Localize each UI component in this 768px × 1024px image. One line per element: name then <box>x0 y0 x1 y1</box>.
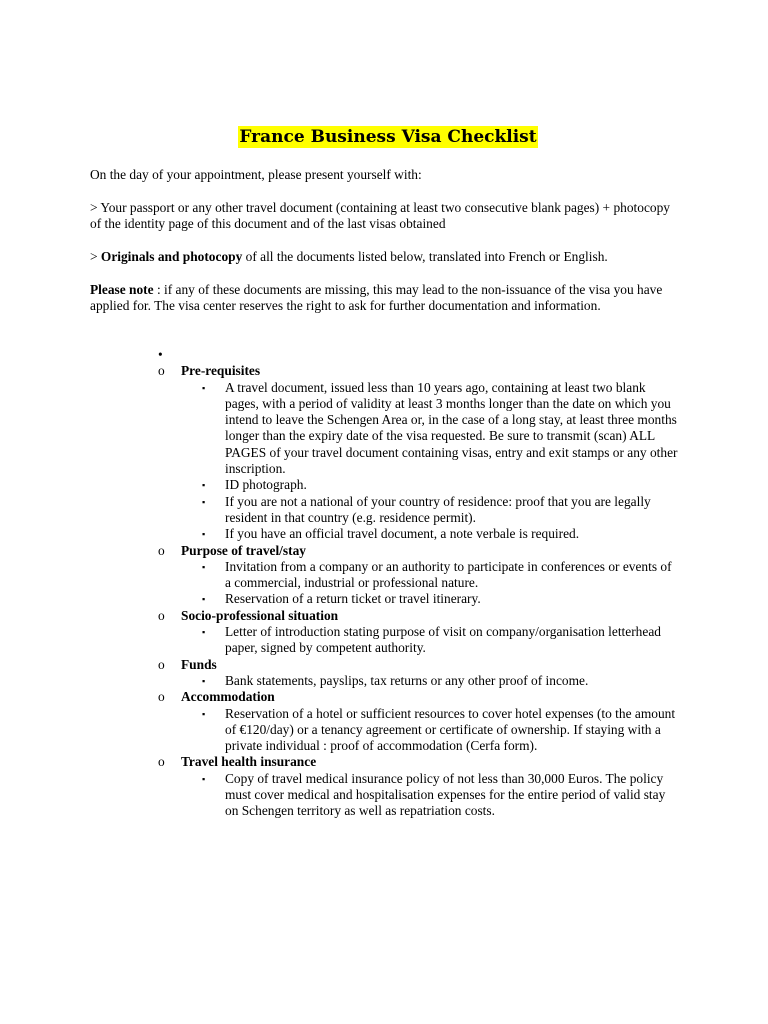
section-heading-row <box>90 657 686 673</box>
square-bullet-icon: ▪ <box>202 382 206 393</box>
square-bullet-icon: ▪ <box>202 561 206 572</box>
circle-bullet-icon: o <box>158 542 165 558</box>
section-heading: Socio-professional situation <box>181 607 339 623</box>
square-bullet-icon: ▪ <box>202 529 206 540</box>
section-heading-row <box>90 543 686 559</box>
list-item-text: Letter of introduction stating purpose of visit on company/organisation letterhead paper, signed by competent authority. <box>225 624 661 656</box>
originals-bold: Originals and photocopy <box>100 249 243 264</box>
section-heading: Purpose of travel/stay <box>181 542 306 558</box>
note-paragraph <box>90 282 682 315</box>
list-item <box>90 477 686 493</box>
checklist <box>90 347 686 820</box>
list-item <box>90 591 686 607</box>
list-item-text: Copy of travel medical insurance policy of not less than 30,000 Euros. The policy must cover medical and hospitalisation expenses for the entire period of valid stay on Schengen territory as well as repatriation costs. <box>225 770 666 819</box>
list-item <box>90 624 686 657</box>
section-heading-row <box>90 689 686 705</box>
bullet-icon: • <box>158 347 163 362</box>
title-block <box>90 126 686 148</box>
section-heading-row <box>90 754 686 770</box>
circle-bullet-icon: o <box>158 607 165 623</box>
page-title: France Business Visa Checklist <box>239 127 537 147</box>
list-item-text: If you have an official travel document, a note verbale is required. <box>225 526 580 542</box>
square-bullet-icon: ▪ <box>202 773 206 784</box>
square-bullet-icon: ▪ <box>202 627 206 638</box>
list-item <box>90 673 686 689</box>
section-heading-row <box>90 363 686 379</box>
list-item-text: Reservation of a return ticket or travel itinerary. <box>225 591 481 607</box>
circle-bullet-icon: o <box>158 363 165 379</box>
list-item-text: Reservation of a hotel or sufficient resources to cover hotel expenses (to the amount of €120/day) or a tenancy agreement or certificate of ownership. If staying with a private individual : proof of accommodation (Cerfa form). <box>225 705 676 754</box>
section-heading-row <box>90 608 686 624</box>
list-item-text: Invitation from a company or an authority to participate in conferences or events of a commercial, industrial or professional nature. <box>225 558 672 591</box>
list-item-text: If you are not a national of your country of residence: proof that you are legally resident in that country (e.g. residence permit). <box>225 493 651 525</box>
circle-bullet-icon: o <box>158 656 165 672</box>
list-item <box>90 706 686 755</box>
square-bullet-icon: ▪ <box>202 675 206 686</box>
intro-paragraph: On the day of your appointment, please present yourself with: <box>90 167 422 182</box>
list-item <box>90 559 686 592</box>
passport-paragraph: > Your passport or any other travel document (containing at least two consecutive blank pages) + photocopy of the identity page of this document and of the last visas obtained <box>90 200 670 232</box>
square-bullet-icon: ▪ <box>202 708 206 719</box>
section-heading: Travel health insurance <box>181 754 317 770</box>
note-rest: : if any of these documents are missing, this may lead to the non-issuance of the visa you have applied for. The visa center reserves the right to ask for further documentation and information. <box>90 282 663 314</box>
square-bullet-icon: ▪ <box>202 594 206 605</box>
list-item <box>90 526 686 542</box>
list-item <box>90 771 686 820</box>
note-bold: Please note <box>90 282 154 297</box>
section-heading: Accommodation <box>181 689 275 705</box>
list-item <box>90 494 686 527</box>
square-bullet-icon: ▪ <box>202 480 206 491</box>
list-item <box>90 380 686 478</box>
circle-bullet-icon: o <box>158 689 165 705</box>
circle-bullet-icon: o <box>158 754 165 770</box>
originals-paragraph <box>90 249 682 265</box>
list-item-text: Bank statements, payslips, tax returns or any other proof of income. <box>225 672 589 688</box>
originals-prefix: > <box>90 249 101 264</box>
section-heading: Pre-requisites <box>181 363 261 379</box>
originals-rest: of all the documents listed below, translated into French or English. <box>242 249 608 264</box>
square-bullet-icon: ▪ <box>202 496 206 507</box>
list-item-text: ID photograph. <box>225 477 307 493</box>
section-heading: Funds <box>181 656 217 672</box>
list-item-text: A travel document, issued less than 10 years ago, containing at least two blank pages, with a period of validity at least 3 months longer than the date on which you intend to leave the Schengen Area or, in the case of a long stay, at least three months longer than the expiry date of the visa requested. Be sure to transmit (scan) ALL PAGES of your travel document containing visas, entry and exit stamps or any other inscription. <box>225 379 678 477</box>
empty-bullet-row <box>90 347 686 363</box>
